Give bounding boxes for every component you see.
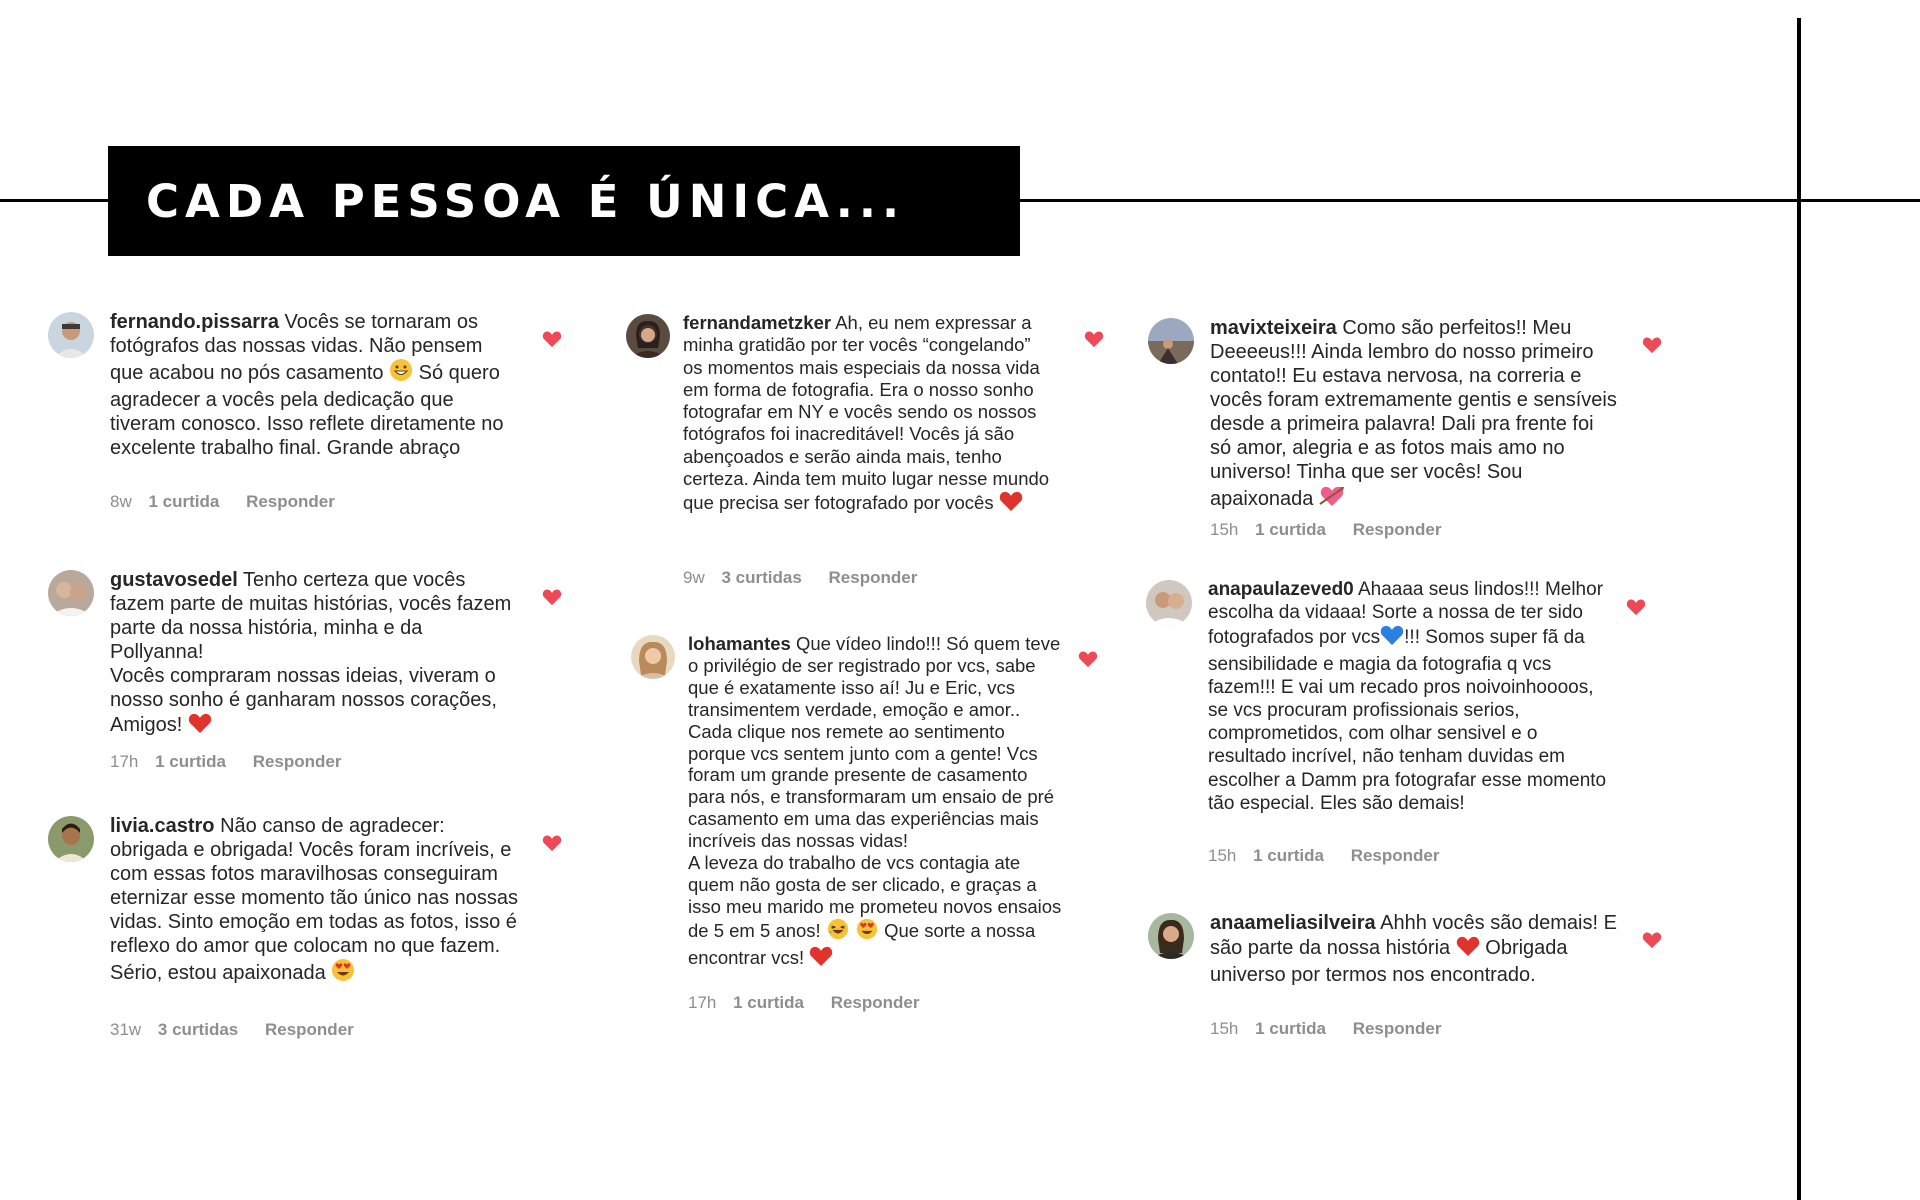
comment-text: Não canso de agradecer: obrigada e obrigada! Vocês foram incríveis, e com essas fotos maravilhosas conseguiram eternizar esse momento tão único nas nossas vidas. Sinto emoção em todas as fotos, isso é reflexo do amor que colocam no que fazem. Sério, estou apaixonada (110, 815, 518, 984)
comment-time: 15h (1208, 846, 1237, 865)
likes-count[interactable]: 1 curtida (1253, 846, 1324, 865)
heart-eyes-emoji (855, 918, 879, 945)
reply-button[interactable]: Responder (830, 993, 920, 1012)
comment-username[interactable]: livia.castro (110, 815, 215, 837)
comment-time: 15h (1210, 1019, 1239, 1038)
like-heart-icon[interactable] (1642, 336, 1662, 354)
avatar[interactable] (1148, 318, 1194, 364)
comment-text: Que sorte a nossa encontrar vcs! (688, 919, 1036, 968)
reply-button[interactable]: Responder (246, 492, 335, 511)
heart-eyes-emoji (331, 958, 355, 988)
comment-text: Ahaaaa seus lindos!!! Melhor escolha da vidaaa! Sorte a nossa de ter sido fotografados por vcs (1208, 579, 1604, 649)
like-heart-icon[interactable] (1642, 931, 1662, 949)
like-heart-icon[interactable] (542, 834, 562, 852)
avatar[interactable] (626, 314, 670, 358)
comment-text: Ah, eu nem expressar a minha gratidão por ter vocês “congelando” os momentos mais especiais da nossa vida em forma de fotografia. Era o nosso sonho fotografar em NY e vocês sendo os nossos fotógrafos foi inacreditável! Vocês já são abençoados e serão ainda mais, tenho certeza. Ainda tem muito lugar nesse mundo que precisa ser fotografado por vocês (683, 312, 1050, 514)
likes-count[interactable]: 1 curtida (733, 993, 804, 1012)
likes-count[interactable]: 3 curtidas (721, 568, 802, 587)
reply-button[interactable]: Responder (1352, 520, 1442, 539)
reply-button[interactable]: Responder (1350, 846, 1440, 865)
likes-count[interactable]: 1 curtida (155, 752, 226, 771)
avatar[interactable] (48, 816, 94, 862)
comment-username[interactable]: mavixteixeira (1210, 317, 1337, 339)
comment-text: Obrigada universo por termos nos encontrado. (1210, 937, 1568, 986)
comment-text: Como são perfeitos!! Meu Deeeeus!!! Ainda lembro do nosso primeiro contato!! Eu estava nervosa, na correria e vocês foram extremamente gentis e sensíveis desde a primeira palavra! Dali pra frente foi só amor, alegria e as fotos mais amo no universo! Tinha que ser vocês! Sou apaixonada (1210, 317, 1617, 510)
like-heart-icon[interactable] (542, 330, 562, 348)
comment-time: 15h (1210, 520, 1239, 539)
like-heart-icon[interactable] (1626, 598, 1646, 616)
like-heart-icon[interactable] (1084, 330, 1104, 348)
reply-button[interactable]: Responder (828, 568, 918, 587)
comment-text: Só quero agradecer a vocês pela dedicação que tiveram conosco. Isso reflete diretamente no excelente trabalho final. Grande abraço (110, 362, 504, 459)
like-heart-icon[interactable] (542, 588, 562, 606)
comment-text: A leveza do trabalho de vcs contagia ate quem não gosta de ser clicado, e graças a isso meu marido me prometeu novos ensaios de 5 em 5 anos! (688, 852, 1062, 941)
likes-count[interactable]: 1 curtida (1255, 520, 1326, 539)
likes-count[interactable]: 1 curtida (148, 492, 220, 511)
comment-time: 31w (110, 1020, 142, 1039)
heart-with-arrow-emoji (1319, 484, 1345, 514)
reply-button[interactable]: Responder (252, 752, 342, 771)
red-heart-emoji (188, 712, 212, 740)
comment-text: !!! Somos super fã da sensibilidade e magia da fotografia q vcs fazem!!! E vai um recado pros noivoinhoooos, se vcs procuram profissionais serios, comprometidos, com olhar sensivel e o resultado incrível, não tenham duvidas em escolher a Damm pra fotografar esse momento tão especial. Eles são demais! (1208, 627, 1607, 814)
comment-time: 8w (110, 492, 132, 511)
like-heart-icon[interactable] (1078, 650, 1098, 668)
comment-username[interactable]: anaameliasilveira (1210, 912, 1376, 934)
comment-username[interactable]: lohamantes (688, 633, 791, 654)
comment-username[interactable]: fernando.pissarra (110, 311, 279, 333)
avatar[interactable] (631, 635, 675, 679)
laughing-face-emoji (826, 918, 850, 945)
reply-button[interactable]: Responder (1352, 1019, 1442, 1038)
grinning-face-emoji (389, 358, 413, 388)
title-banner (108, 146, 1020, 256)
red-heart-emoji (809, 945, 833, 972)
comment-text: Vocês compraram nossas ideias, viveram o nosso sonho é ganharam nossos corações, Amigos! (110, 665, 497, 736)
comment-username[interactable]: gustavosedel (110, 569, 238, 591)
avatar[interactable] (1146, 580, 1192, 626)
red-heart-emoji (1456, 935, 1480, 963)
avatar[interactable] (48, 570, 94, 616)
comment-username[interactable]: fernandametzker (683, 312, 832, 333)
comment-text: Que vídeo lindo!!! Só quem teve o privilégio de ser registrado por vcs, sabe que é exatamente isso aí! Ju e Eric, vcs transimentem verdade, emoção e amor.. Cada clique nos remete ao sentimento porque vcs sentem junto com a gente! Vcs foram um grande presente de casamento para nós, e transformaram um ensaio de pré casamento em uma das experiências mais incríveis das nossas vidas! (688, 633, 1061, 852)
avatar[interactable] (1148, 913, 1194, 959)
page-title: CADA PESSOA É ÚNICA... (146, 174, 906, 228)
comment-text: Ahhh vocês são demais! E são parte da nossa história (1210, 912, 1617, 959)
comment-text: Vocês se tornaram os fotógrafos das nossas vidas. Não pensem que acabou no pós casamento (110, 311, 483, 384)
comment-username[interactable]: anapaulazeved0 (1208, 579, 1354, 600)
vertical-rule (1797, 18, 1801, 1200)
comment-time: 17h (110, 752, 139, 771)
reply-button[interactable]: Responder (264, 1020, 354, 1039)
avatar[interactable] (48, 312, 94, 358)
comment-time: 17h (688, 993, 717, 1012)
red-heart-emoji (999, 490, 1023, 517)
blue-heart-emoji (1380, 624, 1404, 652)
likes-count[interactable]: 1 curtida (1255, 1019, 1326, 1038)
likes-count[interactable]: 3 curtidas (157, 1020, 239, 1039)
comment-time: 9w (683, 568, 705, 587)
comment-text: Tenho certeza que vocês fazem parte de muitas histórias, vocês fazem parte da nossa história, minha e da Pollyanna! (110, 569, 512, 663)
